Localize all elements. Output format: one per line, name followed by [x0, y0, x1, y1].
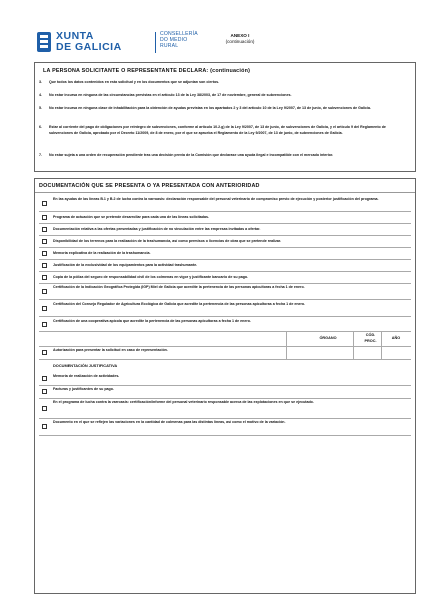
declaration-section: [34, 62, 416, 172]
document-checkbox[interactable]: [42, 389, 47, 394]
document-row: [39, 317, 411, 332]
declaration-item-text: Que todos los datos contenidos en esta solicitud y en los documentos que se adjuntan son ciertos.: [49, 80, 220, 84]
document-row: [39, 283, 411, 300]
documents-title: DOCUMENTACIÓN QUE SE PRESENTA O YA PRESENTADA CON ANTERIORIDAD: [39, 183, 260, 189]
document-row-text: Copia de la póliza del seguro de responsabilidad civil de los colmenas en vigor y justificante bancario de su pago.: [53, 275, 249, 279]
declaration-item-number: 5.: [39, 106, 42, 110]
document-checkbox[interactable]: [42, 227, 47, 232]
document-row: [39, 300, 411, 317]
document-row-text: Disponibilidad de los terrenos para la realización de la trashumancia, así como permisos o licencias de obra que se pretende realizar.: [53, 239, 282, 243]
justification-row: [39, 398, 411, 419]
column-proc: PROC.: [364, 339, 377, 343]
document-row-text: Certificación del Consejo Regulador de Agricultura Ecológica de Galicia que acredite la pertenencia de las personas apicultoras a fecha 1 de enero.: [53, 302, 306, 306]
xunta-emblem-icon: [36, 31, 52, 53]
document-columns-header: [39, 332, 411, 347]
dept-line2: DO MEDIO: [160, 37, 188, 43]
declaration-item-number: 4.: [39, 93, 42, 97]
document-checkbox[interactable]: [42, 306, 47, 311]
authorization-row: [39, 346, 411, 360]
document-checkbox[interactable]: [42, 424, 47, 429]
logo-line2: DE GALICIA: [56, 41, 122, 53]
document-checkbox[interactable]: [42, 289, 47, 294]
documents-section: [34, 178, 416, 594]
column-divider: [381, 346, 382, 359]
declaration-item-text: No estar incursa en ninguna de las circunstancias previstas en el artículo 13 de la Ley 38/2003, de 17 de noviembre, general de subvenciones.: [49, 93, 292, 97]
declaration-item-text: No estar sujeta a una orden de recuperación pendiente tras una decisión previa de la Comisión que declarase una ayuda ilegal e incompatible con el mercado interior.: [49, 153, 334, 157]
document-row-text: Certificación de una cooperativa apícola que acredite la pertenencia de las personas apicultoras a fecha 1 de enero.: [53, 319, 251, 323]
logo-line1: XUNTA: [56, 30, 94, 42]
column-cod: CÓD.: [365, 333, 376, 337]
document-checkbox[interactable]: [42, 263, 47, 268]
justification-row: [39, 372, 411, 386]
column-divider: [381, 332, 382, 346]
document-row-text: Certificación de la Indicación Geográfica Protegida (IGP) Miel de Galicia que acredite la pertenencia de las personas apicultoras a fecha 1 de enero.: [53, 285, 305, 289]
document-checkbox[interactable]: [42, 350, 47, 355]
column-divider: [353, 346, 354, 359]
logo-wordmark: [56, 31, 156, 53]
declaration-item: [39, 80, 409, 86]
annex-title: ANEXO I: [230, 33, 250, 38]
document-checkbox[interactable]: [42, 376, 47, 381]
justification-row-text: Memoria de realización de actividades.: [53, 374, 120, 378]
justification-row-text: Facturas y justificantes de su pago.: [53, 387, 114, 391]
column-divider: [286, 346, 287, 359]
declaration-item-text: Estar al corriente del pago de obligaciones por reintegro de subvenciones, conforme al artículo 10.2.g) de la Ley 9/2007, de 13 de junio, de subvenciones de Galicia, y el artículo 9 del Reglamento de subvenciones de Galicia, aprobado por el Decreto 11/2009, de 8 de enero, por el que se aprueba el Reglamento de la Ley 9/2007, de 13 de junio, de subvenciones de Galicia.: [49, 125, 386, 135]
declaration-item: [39, 106, 409, 112]
xunta-logo: [36, 31, 216, 55]
document-checkbox[interactable]: [42, 251, 47, 256]
document-row-text: Memoria explicativa de la realización de la trashumancia.: [53, 251, 151, 255]
column-ano: AÑO: [391, 336, 401, 340]
document-checkbox[interactable]: [42, 322, 47, 327]
justification-title: DOCUMENTACIÓN JUSTIFICATIVA: [53, 363, 118, 368]
declaration-item: [39, 125, 409, 135]
declaration-item-number: 6.: [39, 125, 42, 129]
justification-row: [39, 385, 411, 399]
declaration-item-text: No estar incursa en ninguna clase de inhabilitación para la obtención de ayudas previstas en los apartados 2 y 3 del artículo 10 de la Ley 9/2007, de 13 de junio, de subvenciones de Galicia.: [49, 106, 371, 110]
authorization-row-text: Autorización para presentar la solicitud en caso de representación.: [53, 348, 168, 352]
document-checkbox[interactable]: [42, 275, 47, 280]
document-row: [39, 195, 411, 212]
document-checkbox[interactable]: [42, 239, 47, 244]
dept-line3: RURAL: [160, 43, 179, 49]
column-divider: [286, 332, 287, 346]
annex-heading: [220, 33, 260, 45]
document-row-text: Documentación relativa a las ofertas presentadas y justificación de no vinculación entre las empresas invitadas a ofertar.: [53, 227, 261, 231]
column-divider: [353, 332, 354, 346]
annex-subtitle: (continuación): [225, 39, 255, 44]
declaration-item-number: 7.: [39, 153, 42, 157]
dept-line1: CONSELLERÍA: [160, 31, 198, 37]
justification-row-text: Documento en el que se reflejen las variaciones en la cantidad de colmenas para las distintas líneas, así como el motivo de la variación.: [53, 420, 286, 424]
declaration-item: [39, 93, 409, 99]
logo-divider: [155, 32, 156, 53]
justification-row-text: En el programa de lucha contra la varroasis: certificación/informe del personal veterinario responsable acerca de las explotaciones en que se ejecutado.: [53, 400, 314, 404]
document-row-text: Justificación de la exclusividad de los equipamientos para la actividad trashumante.: [53, 263, 198, 267]
document-checkbox[interactable]: [42, 215, 47, 220]
document-checkbox[interactable]: [42, 201, 47, 206]
document-row-text: En las ayudas de las líneas B.1 y B.2 de lucha contra la varroasis: declaración responsable del personal veterinario de compromiso previo de ejecución y posterior justificación del programa.: [53, 197, 379, 201]
declaration-item-number: 3.: [39, 80, 42, 84]
documents-title-rule: [35, 192, 415, 193]
column-organo: ÓRGANO: [319, 336, 337, 340]
declaration-item: [39, 153, 409, 159]
document-row-text: Programa de actuación que se pretende desarrollar para cada una de las líneas solicitadas.: [53, 215, 209, 219]
justification-row: [39, 418, 411, 436]
declaration-title: LA PERSONA SOLICITANTE O REPRESENTANTE DECLARA: (continuación): [43, 68, 251, 74]
document-checkbox[interactable]: [42, 406, 47, 411]
